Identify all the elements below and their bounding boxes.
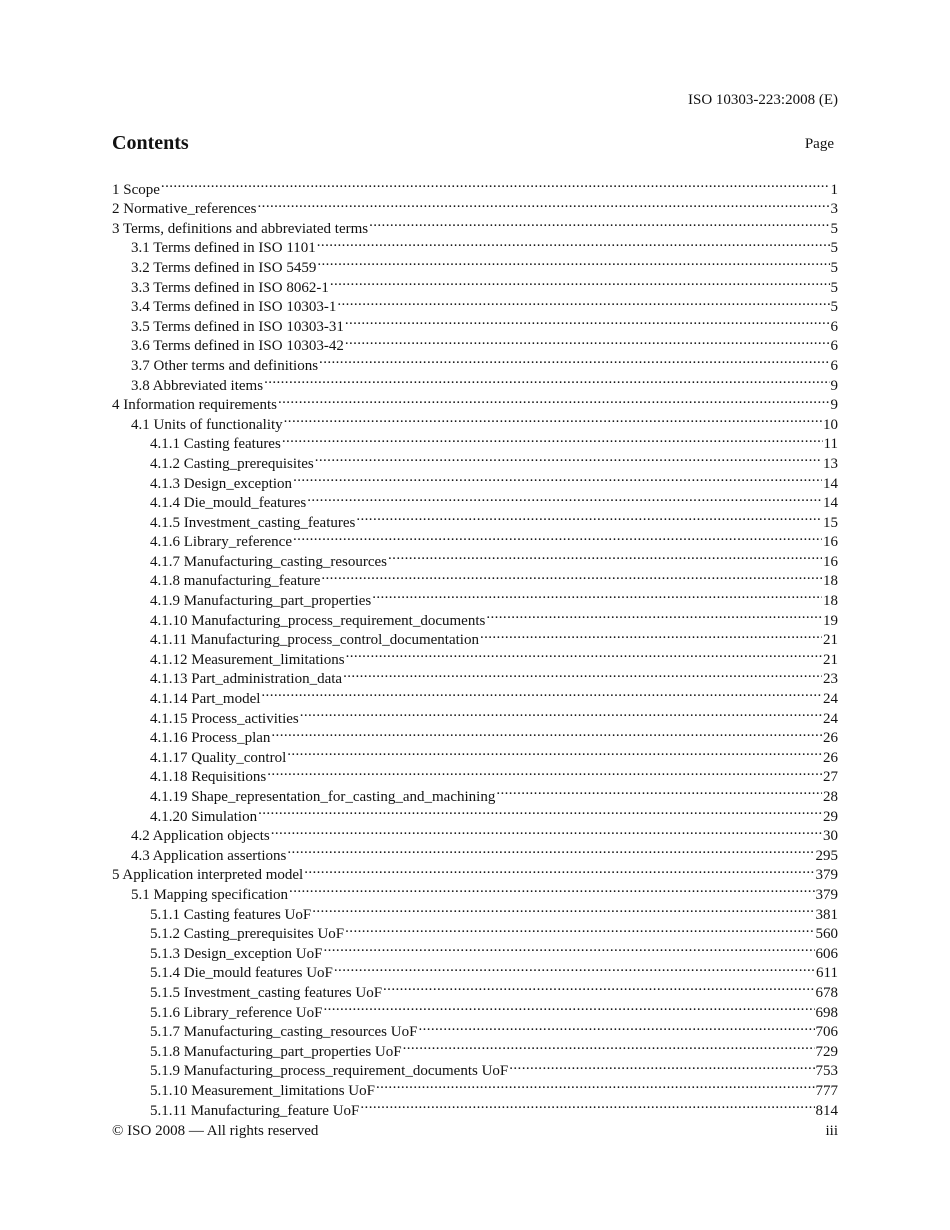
- copyright-notice: © ISO 2008 — All rights reserved: [112, 1123, 319, 1139]
- toc-entry-page-number: 777: [815, 1082, 838, 1099]
- dot-leader: [330, 272, 830, 292]
- page-number: iii: [825, 1123, 838, 1139]
- toc-entry-page-number: 14: [823, 475, 838, 492]
- dot-leader: [271, 821, 822, 841]
- dot-leader: [346, 644, 822, 664]
- dot-leader: [312, 899, 814, 919]
- toc-entry-page-number: 381: [815, 906, 838, 923]
- dot-leader: [323, 938, 814, 958]
- toc-entry-label: 2 Normative_references: [112, 201, 257, 218]
- dot-leader: [403, 1036, 815, 1056]
- toc-entry-label: 5.1.11 Manufacturing_feature UoF: [150, 1102, 360, 1119]
- dot-leader: [293, 468, 822, 488]
- dot-leader: [356, 507, 822, 527]
- toc-entry-label: 3.5 Terms defined in ISO 10303-31: [131, 318, 344, 335]
- toc-entry-page-number: 26: [823, 730, 838, 747]
- dot-leader: [287, 742, 822, 762]
- toc-entry-label: 5.1.1 Casting features UoF: [150, 906, 312, 923]
- dot-leader: [258, 194, 830, 214]
- toc-entry-label: 5.1.10 Measurement_limitations UoF: [150, 1082, 375, 1099]
- toc-entry-page-number: 706: [815, 1024, 838, 1041]
- toc-entry-label: 4.1.4 Die_mould_features: [150, 495, 307, 512]
- toc-entry-label: 4.1.6 Library_reference: [150, 534, 293, 551]
- toc-entry-label: 4.1.10 Manufacturing_process_requirement_documents: [150, 612, 486, 629]
- toc-entry-page-number: 611: [816, 965, 838, 982]
- toc-entry-page-number: 5: [830, 240, 838, 257]
- toc-entry-label: 4.1.3 Design_exception: [150, 475, 293, 492]
- toc-entry-label: 4 Information requirements: [112, 397, 277, 414]
- dot-leader: [509, 1056, 814, 1076]
- toc-entry-label: 5.1.7 Manufacturing_casting_resources UoF: [150, 1024, 418, 1041]
- toc-entry-label: 4.1.13 Part_administration_data: [150, 671, 343, 688]
- toc-entry-label: 3.6 Terms defined in ISO 10303-42: [131, 338, 344, 355]
- toc-entry-label: 3.3 Terms defined in ISO 8062-1: [131, 279, 329, 296]
- dot-leader: [284, 409, 822, 429]
- toc-entry-label: 4.1.16 Process_plan: [150, 730, 271, 747]
- toc-entry-label: 3 Terms, definitions and abbreviated terms: [112, 220, 369, 237]
- dot-leader: [293, 527, 822, 547]
- toc-entry-label: 3.4 Terms defined in ISO 10303-1: [131, 299, 337, 316]
- toc-entry-page-number: 678: [815, 984, 838, 1001]
- toc-entry-label: 4.1.8 manufacturing_feature: [150, 573, 321, 590]
- toc-entry-page-number: 30: [823, 828, 838, 845]
- toc-entry-page-number: 6: [830, 338, 838, 355]
- toc-entry-label: 5.1.8 Manufacturing_part_properties UoF: [150, 1043, 402, 1060]
- toc-entry-label: 4.1.15 Process_activities: [150, 710, 299, 727]
- toc-entry-page-number: 3: [830, 201, 838, 218]
- toc-entry-page-number: 379: [815, 867, 838, 884]
- toc-entry-page-number: 18: [823, 573, 838, 590]
- toc-entry-page-number: 16: [823, 553, 838, 570]
- toc-entry-label: 4.1.17 Quality_control: [150, 749, 287, 766]
- toc-entry-page-number: 5: [830, 220, 838, 237]
- dot-leader: [304, 860, 814, 880]
- toc-entry-page-number: 15: [823, 514, 838, 531]
- toc-entry-label: 4.1.1 Casting features: [150, 436, 281, 453]
- dot-leader: [418, 1017, 814, 1037]
- toc-entry[interactable]: [112, 194, 838, 218]
- toc-entry-label: 4.1 Units of functionality: [131, 416, 283, 433]
- dot-leader: [321, 566, 822, 586]
- toc-entry-page-number: 6: [830, 318, 838, 335]
- dot-leader: [372, 585, 822, 605]
- toc-entry-page-number: 29: [823, 808, 838, 825]
- toc-entry-label: 3.7 Other terms and definitions: [131, 357, 319, 374]
- toc-entry-page-number: 606: [815, 945, 838, 962]
- page-footer: [112, 1121, 838, 1141]
- dot-leader: [261, 683, 822, 703]
- dot-leader: [337, 292, 829, 312]
- toc-entry-page-number: 24: [823, 691, 838, 708]
- dot-leader: [376, 1075, 815, 1095]
- dot-leader: [369, 213, 829, 233]
- table-of-contents: [112, 174, 838, 1119]
- dot-leader: [323, 997, 814, 1017]
- toc-entry-page-number: 24: [823, 710, 838, 727]
- dot-leader: [345, 331, 830, 351]
- toc-entry-label: 5.1 Mapping specification: [131, 886, 289, 903]
- dot-leader: [360, 1095, 814, 1115]
- dot-leader: [289, 879, 814, 899]
- toc-entry-label: 3.1 Terms defined in ISO 1101: [131, 240, 316, 257]
- dot-leader: [315, 448, 822, 468]
- toc-entry-label: 5.1.5 Investment_casting features UoF: [150, 984, 383, 1001]
- toc-entry-page-number: 729: [815, 1043, 838, 1060]
- toc-entry-page-number: 26: [823, 749, 838, 766]
- toc-entry-label: 4.1.12 Measurement_limitations: [150, 651, 345, 668]
- dot-leader: [300, 703, 822, 723]
- toc-entry-page-number: 1: [830, 181, 838, 198]
- toc-entry-label: 5.1.3 Design_exception UoF: [150, 945, 323, 962]
- dot-leader: [278, 390, 830, 410]
- toc-entry-label: 1 Scope: [112, 181, 160, 198]
- toc-entry-page-number: 10: [823, 416, 838, 433]
- dot-leader: [345, 311, 830, 331]
- toc-entry-label: 5.1.6 Library_reference UoF: [150, 1004, 323, 1021]
- toc-entry-page-number: 698: [815, 1004, 838, 1021]
- toc-entry-page-number: 379: [815, 886, 838, 903]
- toc-entry-page-number: 295: [815, 847, 838, 864]
- dot-leader: [271, 723, 822, 743]
- toc-entry-page-number: 14: [823, 495, 838, 512]
- dot-leader: [161, 174, 830, 194]
- dot-leader: [383, 977, 814, 997]
- dot-leader: [319, 350, 829, 370]
- toc-entry[interactable]: [112, 174, 838, 198]
- toc-entry-page-number: 16: [823, 534, 838, 551]
- dot-leader: [334, 958, 815, 978]
- toc-entry-page-number: 753: [815, 1063, 838, 1080]
- toc-entry-page-number: 814: [815, 1102, 838, 1119]
- toc-entry-label: 4.1.20 Simulation: [150, 808, 258, 825]
- dot-leader: [317, 252, 829, 272]
- dot-leader: [496, 781, 822, 801]
- dot-leader: [307, 488, 822, 508]
- toc-entry-label: 5.1.2 Casting_prerequisites UoF: [150, 926, 345, 943]
- toc-entry-page-number: 21: [823, 651, 838, 668]
- toc-entry-label: 4.1.14 Part_model: [150, 691, 261, 708]
- dot-leader: [343, 664, 822, 684]
- document-identifier: ISO 10303-223:2008 (E): [688, 92, 838, 108]
- dot-leader: [287, 840, 814, 860]
- toc-entry-page-number: 11: [823, 436, 838, 453]
- toc-entry-label: 4.1.5 Investment_casting_features: [150, 514, 356, 531]
- toc-entry-label: 4.1.2 Casting_prerequisites: [150, 455, 314, 472]
- toc-entry-page-number: 23: [823, 671, 838, 688]
- dot-leader: [282, 429, 823, 449]
- toc-entry-label: 4.1.18 Requisitions: [150, 769, 267, 786]
- toc-entry-page-number: 5: [830, 279, 838, 296]
- toc-entry-label: 4.1.11 Manufacturing_process_control_documentation: [150, 632, 479, 649]
- dot-leader: [480, 625, 822, 645]
- toc-entry-page-number: 9: [830, 377, 838, 394]
- toc-entry-label: 5.1.9 Manufacturing_process_requirement_documents UoF: [150, 1063, 509, 1080]
- dot-leader: [258, 801, 822, 821]
- toc-entry-label: 5 Application interpreted model: [112, 867, 304, 884]
- toc-entry-page-number: 9: [830, 397, 838, 414]
- toc-entry-label: 4.1.7 Manufacturing_casting_resources: [150, 553, 388, 570]
- toc-entry-label: 4.1.9 Manufacturing_part_properties: [150, 593, 372, 610]
- dot-leader: [264, 370, 829, 390]
- toc-entry-label: 3.8 Abbreviated items: [131, 377, 264, 394]
- toc-entry-label: 4.1.19 Shape_representation_for_casting_and_machining: [150, 789, 496, 805]
- toc-entry-page-number: 27: [823, 769, 838, 786]
- toc-entry-page-number: 21: [823, 632, 838, 649]
- contents-heading-row: [112, 130, 838, 156]
- toc-entry-page-number: 19: [823, 612, 838, 629]
- toc-entry-page-number: 13: [823, 455, 838, 472]
- dot-leader: [486, 605, 822, 625]
- dot-leader: [345, 919, 814, 939]
- toc-entry-page-number: 6: [830, 357, 838, 374]
- dot-leader: [388, 546, 822, 566]
- toc-entry-page-number: 18: [823, 593, 838, 610]
- toc-entry-label: 4.2 Application objects: [131, 828, 270, 845]
- toc-entry-label: 4.3 Application assertions: [131, 847, 287, 864]
- toc-entry-page-number: 5: [830, 259, 838, 276]
- contents-title: Contents: [112, 132, 189, 154]
- toc-entry-label: 5.1.4 Die_mould features UoF: [150, 965, 333, 982]
- dot-leader: [267, 762, 822, 782]
- dot-leader: [317, 233, 830, 253]
- toc-entry-label: 3.2 Terms defined in ISO 5459: [131, 259, 317, 276]
- toc-entry-page-number: 5: [830, 299, 838, 316]
- toc-entry-page-number: 28: [823, 789, 838, 805]
- toc-entry-page-number: 560: [815, 926, 838, 943]
- page-column-label: Page: [804, 136, 834, 152]
